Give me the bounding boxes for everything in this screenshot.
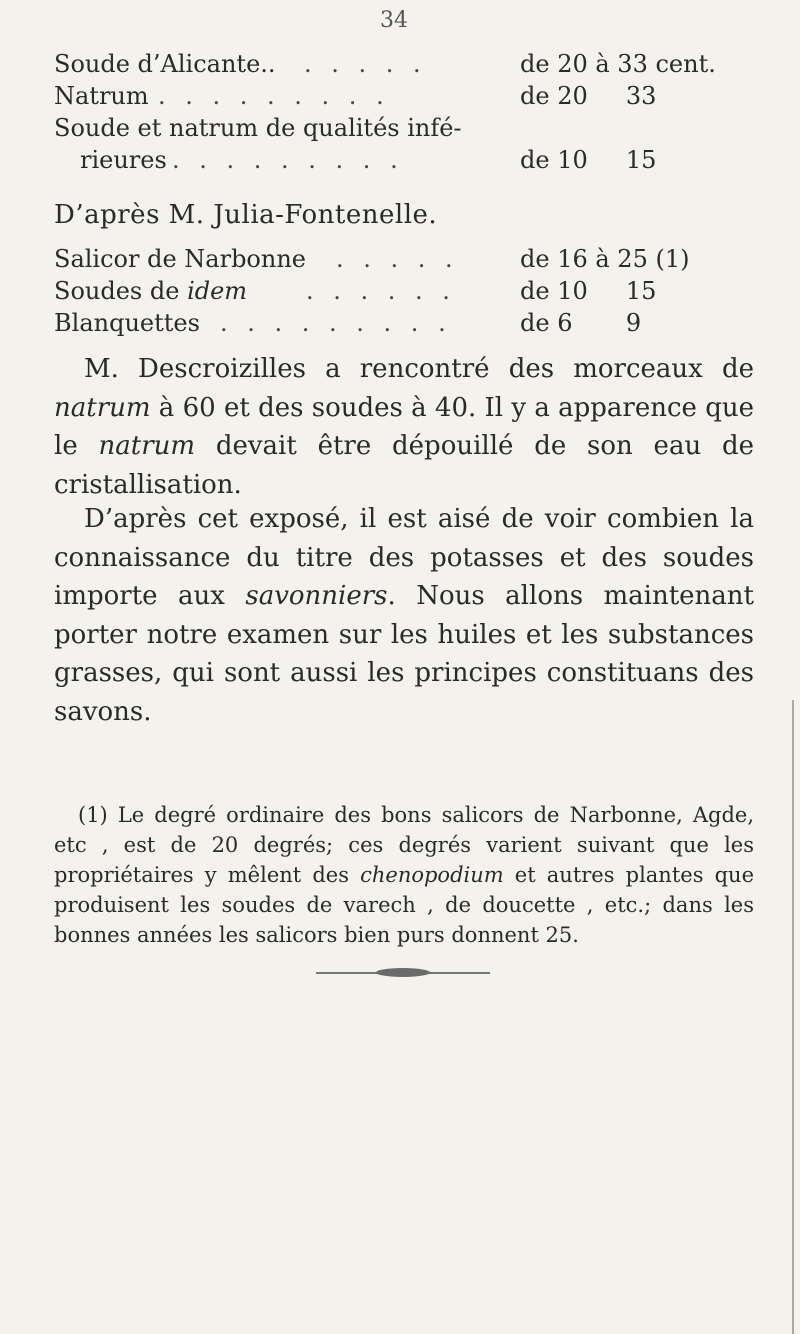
footnote-text: (1) Le degré ordinaire des bons salicors de Narbonne, Agde, etc , est de 20 degrés; ces degrés varient suivant que les propriétaires y mêlent des <box>54 803 754 887</box>
paragraph-text: D’après cet exposé, il est aisé de voir combien la connaissance du titre des potasses et des soudes importe aux <box>54 504 754 611</box>
leader-dots: . . . . . . . . . <box>172 146 404 174</box>
paragraph-italic: natrum <box>98 431 196 461</box>
row-value: de 20 33 <box>520 82 657 110</box>
table-row <box>54 82 754 114</box>
table-row <box>54 146 754 178</box>
prices-table-julia-fontenelle <box>54 245 754 341</box>
table-row <box>54 50 754 82</box>
row-label: rieures <box>80 146 167 174</box>
leader-dots: . . . . . . <box>306 277 456 305</box>
paragraph-italic: natrum <box>54 392 151 423</box>
row-label: Salicor de Narbonne <box>54 245 306 273</box>
row-label: Soude et natrum de qualités infé- <box>54 114 462 142</box>
table-row <box>54 114 754 146</box>
row-label-italic: idem <box>187 277 248 305</box>
row-label <box>54 277 247 305</box>
row-label: Soude d’Alicante.. <box>54 50 276 78</box>
leader-dots: . . . . . <box>304 50 427 78</box>
leader-dots: . . . . . . . . . <box>158 82 390 110</box>
row-label: Blanquettes <box>54 309 200 337</box>
ornamental-rule <box>316 968 490 978</box>
prices-table-commercial <box>54 50 754 178</box>
table-row <box>54 245 754 277</box>
row-value: de 10 15 <box>520 146 657 174</box>
paragraph-text: . Nous allons maintenant porter notre examen sur les huiles et les substances grasses, qui sont aussi les principes constituans des savons. <box>54 581 755 727</box>
footnote-text: et autres plantes que produisent les soudes de varech , de doucette , etc.; dans les bonnes années les salicors bien purs donnent 25. <box>54 863 754 947</box>
paragraph-text: à 60 et des soudes à 40. Il y a apparence que le <box>54 392 754 461</box>
table-row <box>54 309 754 341</box>
row-label: Natrum <box>54 82 149 110</box>
leader-dots: . . . . . . . . . <box>220 309 452 337</box>
paragraph-italic: savonniers <box>245 581 388 611</box>
paragraph-text: devait être dépouillé de son eau de cristallisation. <box>54 431 755 500</box>
section-heading: D’après M. Julia-Fontenelle. <box>54 200 438 230</box>
leader-dots: . . . . . <box>336 245 459 273</box>
body-paragraph <box>54 350 754 504</box>
page-edge-shadow <box>792 700 794 1334</box>
row-label-text: Soudes de <box>54 277 188 305</box>
row-value: de 16 à 25 (1) <box>520 245 690 273</box>
footnote <box>54 800 754 950</box>
rule-ornament <box>376 968 430 977</box>
table-row <box>54 277 754 309</box>
footnote-italic: chenopodium <box>360 863 504 887</box>
paragraph-text: M. Descroizilles a rencontré des morceaux de <box>84 354 754 384</box>
row-value: de 6 9 <box>520 309 642 337</box>
page-number: 34 <box>380 8 408 33</box>
row-value: de 20 à 33 cent. <box>520 50 716 78</box>
row-value: de 10 15 <box>520 277 657 305</box>
body-paragraph <box>54 500 754 731</box>
